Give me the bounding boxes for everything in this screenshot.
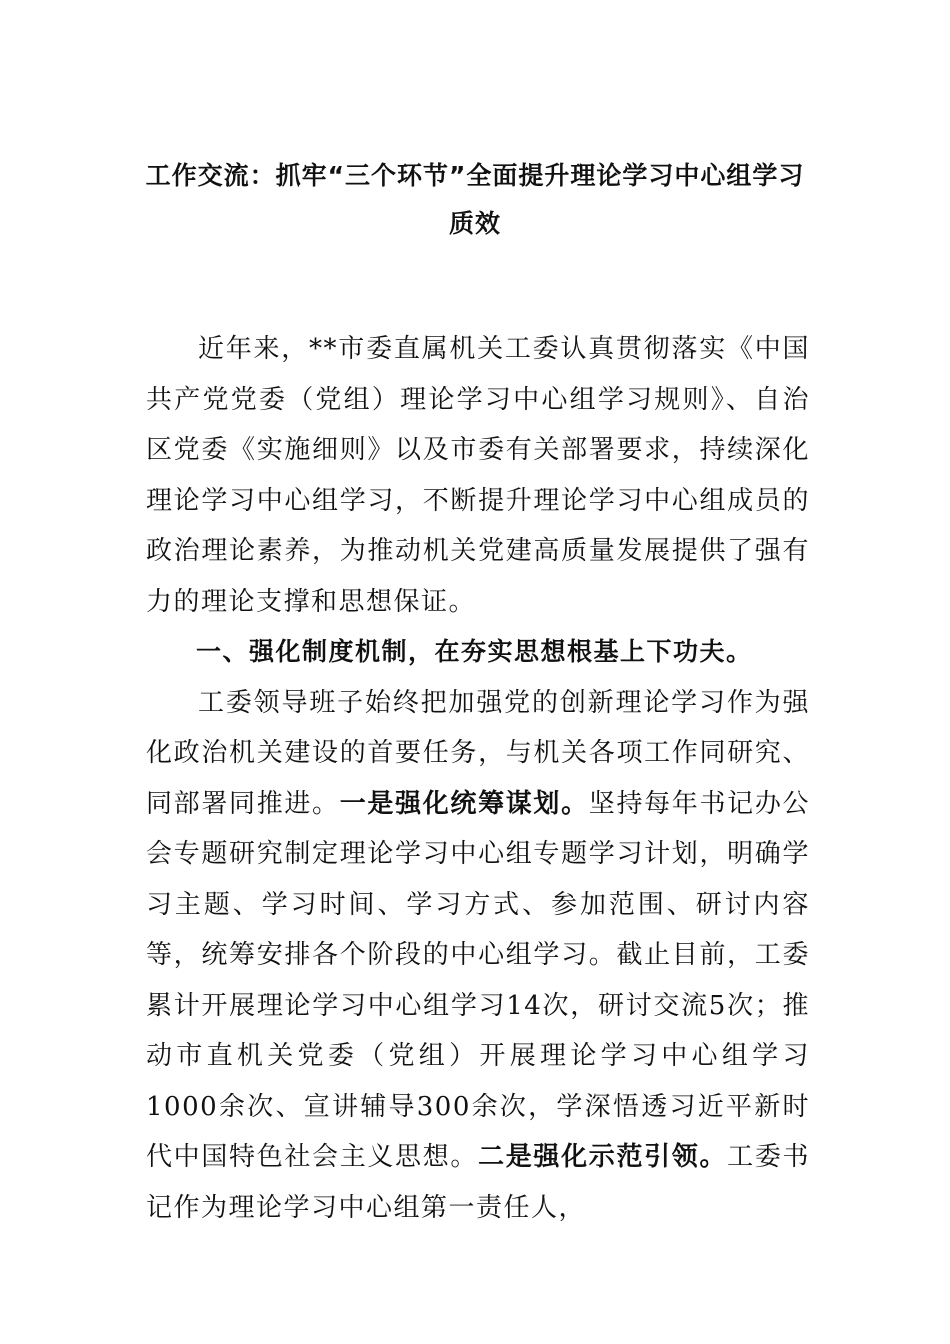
- paragraph-text: 坚持每年书记办公会专题研究制定理论学习中心组专题学习计划，明确学习主题、学习时间、学习方式、参加范围、研讨内容等，统筹安排各个阶段的中心组学习。截止目前，工委累计开展理论学习中心组学习14次，研讨交流5次；推动市直机关党委（党组）开展理论学习中心组学习1000余次、宣讲辅导300余次，学深悟透习近平新时代中国特色社会主义思想。: [146, 788, 810, 1172]
- section-heading-1: 一、强化制度机制，在夯实思想根基上下功夫。: [196, 637, 753, 666]
- paragraph-text: 工委领导班子始终把加强党的创新理论学习作为强化政治机关建设的首要任务，与机关各项工作同研究、同部署同推进。: [146, 687, 810, 819]
- paragraph-text: 工委书记作为理论学习中心组第一责任人，: [146, 1142, 810, 1223]
- intro-paragraph: 近年来，**市委直属机关工委认真贯彻落实《中国共产党党委（党组）理论学习中心组学习规则》、自治区党委《实施细则》以及市委有关部署要求，持续深化理论学习中心组学习，不断提升理论学习中心组成员的政治理论素养，为推动机关党建高质量发展提供了强有力的理论支撑和思想保证。: [146, 334, 810, 617]
- bold-point-1: 一是强化统筹谋划。: [339, 788, 589, 819]
- document-title: 工作交流：抓牢“三个环节”全面提升理论学习中心组学习质效: [145, 161, 805, 238]
- document-body: [146, 324, 810, 1233]
- section-paragraph-1: [146, 678, 810, 1234]
- bold-point-2: 二是强化示范引领。: [478, 1142, 728, 1172]
